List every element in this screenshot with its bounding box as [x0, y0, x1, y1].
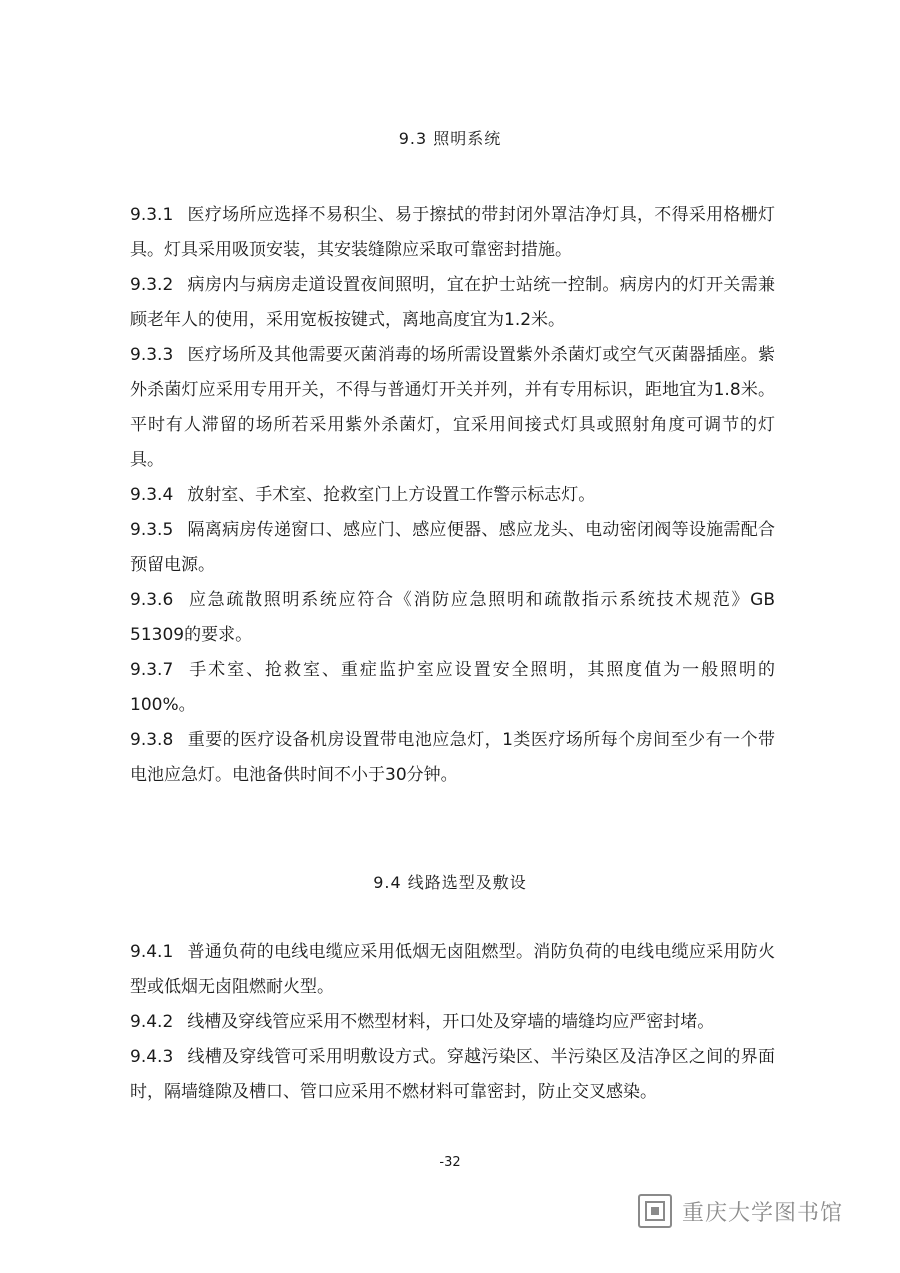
clause-number: 9.3.2: [130, 275, 174, 295]
clause-number: 9.4.2: [130, 1012, 174, 1032]
clause-text: 线槽及穿线管可采用明敷设方式。穿越污染区、半污染区及洁净区之间的界面时，隔墙缝隙及槽口、管口应采用不燃材料可靠密封，防止交叉感染。: [130, 1047, 775, 1102]
clause-number: 9.3.6: [130, 590, 174, 610]
clause-text: 手术室、抢救室、重症监护室应设置安全照明，其照度值为一般照明的100%。: [130, 660, 775, 715]
clause-9-3-6: [130, 583, 775, 653]
clause-9-3-2: [130, 268, 775, 338]
clause-number: 9.3.4: [130, 485, 174, 505]
clause-text: 线槽及穿线管应采用不燃型材料，开口处及穿墙的墙缝均应严密封堵。: [187, 1012, 715, 1032]
clause-text: 重要的医疗设备机房设置带电池应急灯，1类医疗场所每个房间至少有一个带电池应急灯。电池备供时间不小于30分钟。: [130, 730, 775, 785]
library-seal-icon: [638, 1194, 672, 1228]
clause-number: 9.3.8: [130, 730, 174, 750]
page-number: -32: [439, 1155, 461, 1170]
clause-text: 放射室、手术室、抢救室门上方设置工作警示标志灯。: [187, 485, 596, 505]
clause-text: 隔离病房传递窗口、感应门、感应便器、感应龙头、电动密闭阀等设施需配合预留电源。: [130, 520, 775, 575]
clause-text: 应急疏散照明系统应符合《消防应急照明和疏散指示系统技术规范》GB 51309的要求。: [130, 590, 775, 645]
library-watermark: [638, 1190, 843, 1232]
clause-9-4-3: [130, 1040, 775, 1110]
clause-text: 医疗场所应选择不易积尘、易于擦拭的带封闭外罩洁净灯具，不得采用格栅灯具。灯具采用吸顶安装，其安装缝隙应采取可靠密封措施。: [130, 205, 775, 260]
clause-number: 9.3.1: [130, 205, 174, 225]
clause-number: 9.3.3: [130, 345, 174, 365]
section-9-4-clauses: [130, 935, 775, 1110]
clause-text: 医疗场所及其他需要灭菌消毒的场所需设置紫外杀菌灯或空气灭菌器插座。紫外杀菌灯应采用专用开关，不得与普通灯开关并列，并有专用标识，距地宜为1.8米。平时有人滞留的场所若采用紫外杀菌灯，宜采用间接式灯具或照射角度可调节的灯具。: [130, 345, 775, 470]
clause-9-3-3: [130, 338, 775, 478]
clause-number: 9.4.3: [130, 1047, 174, 1067]
clause-number: 9.3.5: [130, 520, 174, 540]
section-heading-9-4: 9.4 线路选型及敷设: [373, 873, 527, 892]
clause-9-4-1: [130, 935, 775, 1005]
clause-9-3-8: [130, 723, 775, 793]
clause-number: 9.3.7: [130, 660, 174, 680]
clause-9-3-7: [130, 653, 775, 723]
clause-text: 病房内与病房走道设置夜间照明，宜在护士站统一控制。病房内的灯开关需兼顾老年人的使用，采用宽板按键式，离地高度宜为1.2米。: [130, 275, 775, 330]
section-heading-9-3: 9.3 照明系统: [398, 129, 502, 148]
clause-9-3-4: [130, 478, 775, 513]
section-9-3-clauses: [130, 198, 775, 793]
clause-9-3-5: [130, 513, 775, 583]
clause-9-3-1: [130, 198, 775, 268]
clause-number: 9.4.1: [130, 942, 174, 962]
clause-9-4-2: [130, 1005, 775, 1040]
watermark-text: 重庆大学图书馆: [682, 1200, 844, 1226]
clause-text: 普通负荷的电线电缆应采用低烟无卤阻燃型。消防负荷的电线电缆应采用防火型或低烟无卤阻燃耐火型。: [130, 942, 775, 997]
